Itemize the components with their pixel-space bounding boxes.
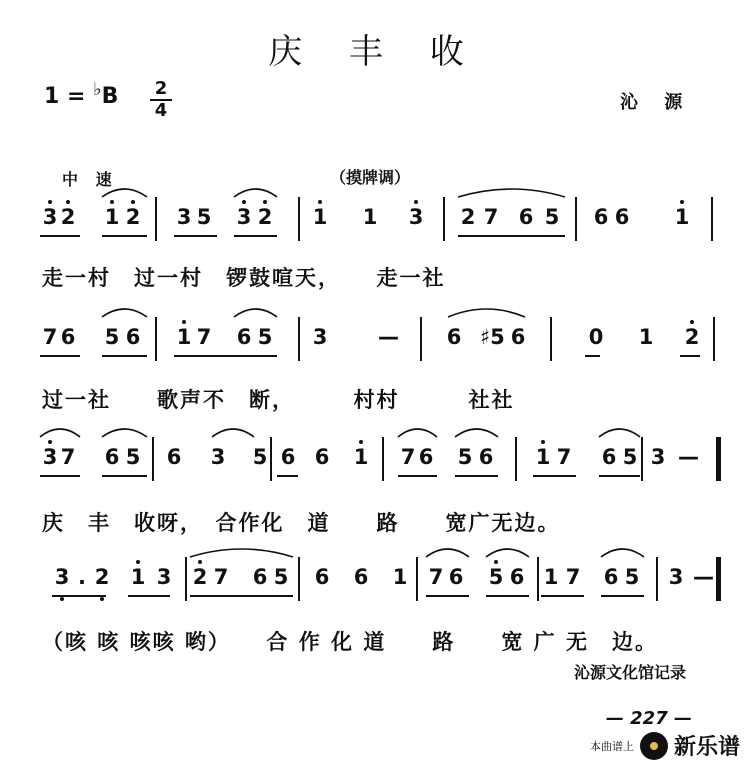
- note: 6: [418, 445, 434, 469]
- note: ♯5: [480, 325, 505, 349]
- note: 6: [478, 445, 494, 469]
- note: 5: [544, 205, 560, 229]
- note: —: [678, 445, 699, 469]
- note: 7: [428, 565, 444, 589]
- note: 7: [196, 325, 212, 349]
- note: 2: [460, 205, 476, 229]
- lyric-line-1: 走一村 过一村 锣鼓喧天， 走一社: [42, 266, 446, 290]
- note: 6: [236, 325, 252, 349]
- note: 6: [593, 205, 609, 229]
- note: 5: [622, 445, 638, 469]
- note: 5: [624, 565, 640, 589]
- key-note: B: [101, 84, 119, 109]
- tempo-marking: 中 速: [62, 170, 118, 189]
- note: 1: [312, 205, 328, 229]
- note: 2: [684, 325, 700, 349]
- flat-sign: ♭: [93, 79, 102, 100]
- note: 3: [42, 445, 58, 469]
- slur-path: [601, 549, 644, 557]
- note: 1: [674, 205, 690, 229]
- note: 3: [54, 565, 70, 589]
- brand-logo: [590, 730, 740, 761]
- note: 3: [176, 205, 192, 229]
- note: 7: [60, 445, 76, 469]
- note: 6: [280, 445, 296, 469]
- song-title: 庆 丰 收: [268, 32, 482, 72]
- note: 7: [213, 565, 229, 589]
- meter-bottom: 4: [154, 100, 168, 121]
- note: 3: [210, 445, 226, 469]
- note: 5: [252, 445, 268, 469]
- note: 3: [650, 445, 666, 469]
- note: 6: [601, 445, 617, 469]
- note: 3: [312, 325, 328, 349]
- note: 2: [125, 205, 141, 229]
- note: 1: [543, 565, 559, 589]
- note: 7: [483, 205, 499, 229]
- note: 6: [314, 565, 330, 589]
- note: 6: [104, 445, 120, 469]
- note: 6: [448, 565, 464, 589]
- meter-top: 2: [154, 78, 168, 99]
- note: —: [693, 565, 714, 589]
- note: 6: [166, 445, 182, 469]
- note: 6: [125, 325, 141, 349]
- note: 6: [614, 205, 630, 229]
- note: 5: [257, 325, 273, 349]
- lyric-line-4: （咳 咳 咳咳 哟） 合 作 化 道 路 宽 广 无 边。: [42, 630, 658, 654]
- style-note: （摸牌调）: [330, 168, 411, 187]
- note: 3: [668, 565, 684, 589]
- note: 1: [392, 565, 408, 589]
- brand-name: 新乐谱: [673, 735, 740, 760]
- note: 0: [588, 325, 604, 349]
- note: 6: [603, 565, 619, 589]
- note: 2: [94, 565, 110, 589]
- note: .: [78, 565, 86, 589]
- note: 1: [535, 445, 551, 469]
- note: 5: [457, 445, 473, 469]
- note: 2: [60, 205, 76, 229]
- note: 1: [638, 325, 654, 349]
- author-name: 沁 源: [620, 92, 693, 113]
- note: 3: [236, 205, 252, 229]
- note: 3: [408, 205, 424, 229]
- note: 5: [104, 325, 120, 349]
- note: 1: [176, 325, 192, 349]
- page-number: — 227 —: [605, 708, 692, 729]
- note: 1: [353, 445, 369, 469]
- note: 7: [565, 565, 581, 589]
- note: 6: [314, 445, 330, 469]
- note: 3: [156, 565, 172, 589]
- note: 6: [509, 565, 525, 589]
- note: 7: [42, 325, 58, 349]
- note: 6: [510, 325, 526, 349]
- brand-caption: 本曲谱上: [589, 739, 634, 753]
- note: 6: [252, 565, 268, 589]
- disc-icon: [640, 732, 668, 760]
- lyric-line-3: 庆 丰 收呀， 合作化 道 路 宽广无边。: [42, 511, 561, 535]
- note: 1: [130, 565, 146, 589]
- note: —: [378, 325, 399, 349]
- key-prefix: 1 =: [44, 84, 86, 109]
- note: 5: [125, 445, 141, 469]
- note: 1: [362, 205, 378, 229]
- note: 2: [192, 565, 208, 589]
- note: 3: [42, 205, 58, 229]
- note: 6: [60, 325, 76, 349]
- note: 5: [273, 565, 289, 589]
- note: 2: [257, 205, 273, 229]
- note: 6: [518, 205, 534, 229]
- note: 6: [353, 565, 369, 589]
- note: 1: [104, 205, 120, 229]
- note: 6: [446, 325, 462, 349]
- note: 7: [556, 445, 572, 469]
- note: 7: [400, 445, 416, 469]
- lyric-line-2: 过一社 歌声不 断， 村村 社社: [42, 388, 515, 412]
- note: 5: [196, 205, 212, 229]
- note: 5: [488, 565, 504, 589]
- credit-text: 沁源文化馆记录: [573, 663, 686, 682]
